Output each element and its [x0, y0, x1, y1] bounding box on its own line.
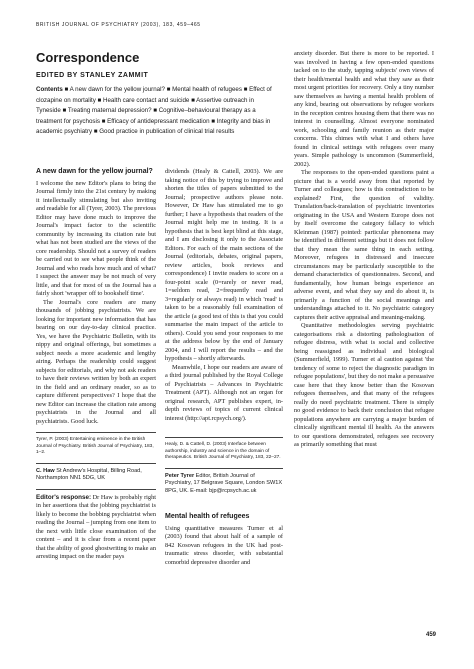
author-signature-tyrer: [165, 473, 283, 495]
editor-response: [36, 494, 156, 562]
edited-by-line: EDITED BY STANLEY ZAMMIT: [36, 72, 149, 79]
page-number: 459: [426, 632, 437, 638]
paragraph: Meanwhile, I hope our readers are aware of a third journal published by the Royal College of Psychiatrists – Advances in Psychiatric Treatment (APT). Although not an organ for original research, APT publishes expert, in-depth reviews of topics of current clinical interest (http://apt.rcpsych.org/).: [165, 363, 283, 422]
column-2: [165, 168, 283, 567]
author-name: Peter Tyrer: [165, 472, 195, 479]
article-title-refugees: Mental health of refugees: [165, 513, 250, 520]
divider: [36, 432, 156, 433]
editor-response-text: Dr Haw is probably right in her assertions that the jobbing psychiatrist is likely to become the bobbing psychiatrist when reading the Journal – jumping from one item to the next with little close examination of the content – and it is clear from a recent paper that the ability of good ghostwriting to make an arresting impact on the reader pays: [36, 493, 156, 561]
divider: [165, 437, 283, 438]
divider: [36, 489, 156, 490]
contents-items: ■ A new dawn for the yellow journal? ■ Mental health of refugees ■ Effect of clozapine on mortality ■ Health care contact and suicide ■ Assertive outreach in Tyneside ■ Treating maternal depression? ■ Cognitive–behavioural therapy as a treatment for psychosis ■ Efficacy of antidepressant medication ■ Integrity and bias in academic psychiatry ■ Good practice in publication of clinical trial results: [36, 86, 272, 136]
author-name: C. Haw: [36, 467, 55, 474]
author-affiliation: Editor, British Journal of Psychiatry, 17 Belgrave Square, London SW1X 8PG, UK. E-mail: bjp@rcpsych.ac.uk: [165, 472, 283, 494]
divider: [165, 468, 283, 469]
editor-response-label: Editor's response:: [36, 493, 92, 501]
running-head: BRITISH JOURNAL OF PSYCHIATRY (2003), 183, 459–465: [36, 22, 201, 28]
author-affiliation: St Andrew's Hospital, Billing Road, Northampton NN1 5DG, UK: [36, 467, 142, 482]
reference-tyrer: Tyrer, P. (2003) Entertaining eminence in the British Journal of Psychiatry. British Journal of Psychiatry, 183, 1–2.: [36, 437, 154, 456]
divider: [36, 463, 156, 464]
paragraph: Quantitative methodologies serving psychiatric categorisations risk a distorting pathologisation of refugee distress, with what is social and collective being reassigned as individual and biological (Summerfield, 1999). Turner et al caution against 'the tendency of some to reject the diagnostic paradigm in refugee populations', but they do not make a persuasive case here that they know better than the Kosovan refugees themselves, and that many of the refugees really do need psychiatric treatment. There is simply no good evidence to back their conclusion that refugee populations anywhere are carrying a major burden of clinically significant mental ill health. As the answers to our questions demonstrated, refugees see recovery as primarily something that must: [294, 322, 434, 448]
paragraph: The responses to the open-ended questions paint a picture that is a world away from that reported by Turner and colleagues; how is this contradiction to be explained? First, the question of validity. Translation/back-translation of psychiatric inventories originating in the USA and Western Europe does not by itself overcome the category fallacy to which Kleinman (1987) pointed: particular phenomena may be identified in different settings but it does not follow that they mean the same thing in each setting. Moreover, refugees in distressed and insecure circumstances may be particularly susceptible to the demand characteristics of questionnaires. Second, and fundamentally, how human beings experience an adverse event, and what they say and do about it, is primarily a function of the social meanings and understandings attached to it. No psychiatric category captures their active appraisal and meaning-making.: [294, 169, 434, 321]
author-signature-haw: [36, 468, 156, 483]
column-1: [36, 168, 156, 562]
paragraph: Using quantitative measures Turner et al (2003) found that about half of a sample of 842 Kosovan refugees in the UK had post-traumatic stress disorder, with substantial comorbid depressive disorder and: [165, 524, 283, 566]
paragraph: The Journal's core readers are many thousands of jobbing psychiatrists. We are looking for important new information that has bearing on our day-to-day clinical practice. Yes, we have the Psychiatric Bulletin, with its nippy and original offerings, but sometimes a subject needs a more academic and lengthy airing. Perhaps the readership could suggest subjects for editorials, and why not ask readers to have their reviews written by both an expert in the field and an ordinary reader, so as to capture different perspectives? I hope that the new Editor can increase the citation rate among psychiatrists in the Journal and all psychiatrists. Good luck.: [36, 298, 156, 425]
reference-healy: Healy, D. & Cattell, D. (2003) Interface between authorship, industry and science in the domain of therapeutics. British Journal of Psychiatry, 183, 22–27.: [165, 442, 281, 461]
paragraph: anxiety disorder. But there is more to be reported. I was involved in having a few open-ended questions tacked on to the study, tapping subjects' own views of their health/mental health and what they saw as their most urgent priorities for recovery. Only a tiny number saw themselves as having a mental health problem of any kind, bearing out observations by refugee workers in the reception centres housing them that there was no interest in counselling. Almost everyone nominated work, schooling and family reunion as their major concerns. This chimes with what I and others have found in clinical settings with refugees over many years. Simple pathology is uncommon (Summerfield, 2002).: [294, 50, 434, 168]
contents-label: Contents: [36, 86, 63, 93]
paragraph: I welcome the new Editor's plans to bring the Journal firmly into the 21st century by making it intellectually stimulating but also inviting and readable for all (Tyrer, 2003). The previous Editor may have done much to improve the Journal's impact factor to the scientific community by increasing its citation rate but what has not been studied are the views of the core readership. Should not a survey of readers be carried out to see what people think of the Journal and who reads how much and of what? I suspect the answer may be not much of very little, and that for most of us the Journal has a fairly short 'wrapper off to bookshelf time'.: [36, 179, 156, 297]
article-title-new-dawn: A new dawn for the yellow journal?: [36, 168, 153, 175]
section-title: Correspondence: [36, 50, 140, 65]
column-3: [294, 50, 434, 450]
contents-list: [36, 85, 276, 138]
paragraph: dividends (Healy & Cattell, 2003). We are taking notice of this by trying to improve and shorten the titles of papers submitted to the Journal; prospective authors please note. However, Dr Haw has stimulated me to go further; I have a hypothesis that readers of the Journal might help me in testing. It is a hypothesis that is best kept blind at this stage, and I am disclosing it only to the Associate Editors. For each of the main sections of the Journal (editorials, debates, original papers, review articles, book reviews and correspondence) I invite readers to score on a four-point scale (0=rarely or never read, 1=seldom read, 2=frequently read and 3=regularly or always read) in which 'read' is taken to be a reasonably full examination of the article (a good test of this is that you could summarise the main impact of the article to others). Could you send your responses to me at the address below by the end of January 2004, and I will report the results – and the hypothesis – shortly afterwards.: [165, 168, 283, 362]
